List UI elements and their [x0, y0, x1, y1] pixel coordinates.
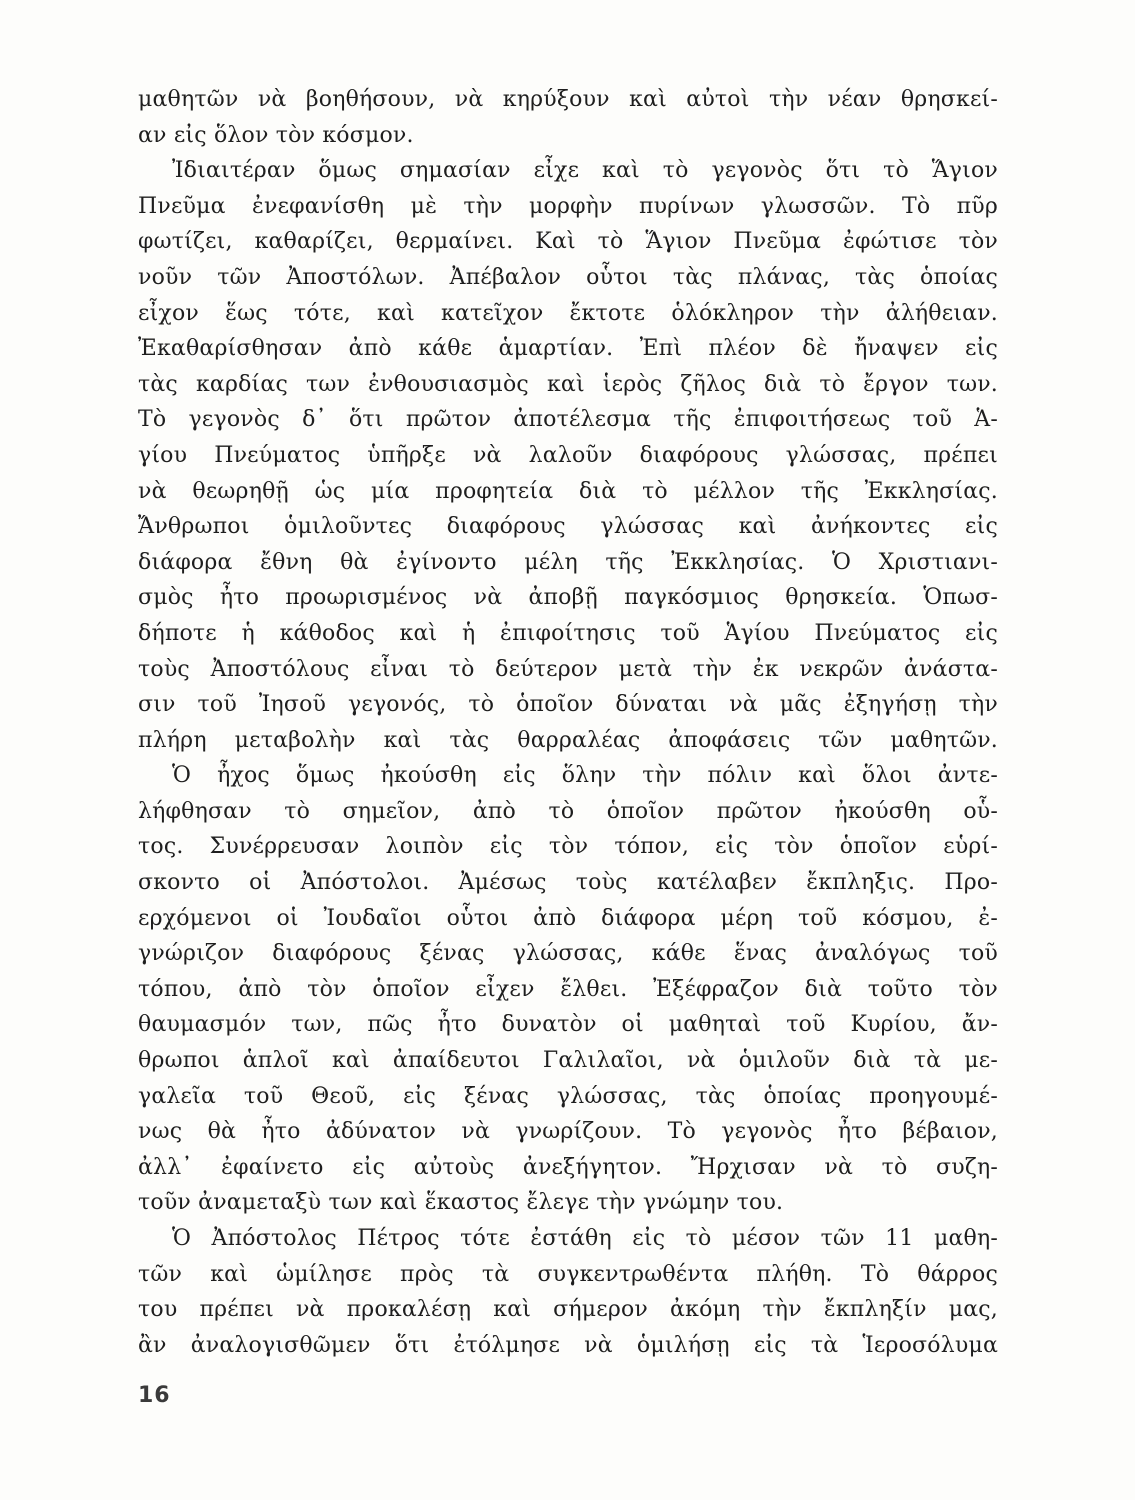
text-line: ερχόμενοι οἱ Ἰουδαῖοι οὗτοι ἀπὸ διάφορα μέρη τοῦ κόσμου, ἐ- — [138, 905, 998, 931]
text-line: Τὸ γεγονὸς δ᾽ ὅτι πρῶτον ἀποτέλεσμα τῆς ἐπιφοιτήσεως τοῦ Ἁ- — [138, 407, 998, 433]
text-line: αν εἰς ὅλον τὸν κόσμον. — [138, 122, 414, 148]
text-line: νὰ θεωρηθῇ ὡς μία προφητεία διὰ τὸ μέλλον τῆς Ἐκκλησίας. — [138, 478, 998, 504]
text-line: εἶχον ἕως τότε, καὶ κατεῖχον ἔκτοτε ὁλόκληρον τὴν ἀλήθειαν. — [138, 300, 998, 326]
text-line: Πνεῦμα ἐνεφανίσθη μὲ τὴν μορφὴν πυρίνων γλωσσῶν. Τὸ πῦρ — [138, 193, 998, 219]
text-line: νοῦν τῶν Ἀποστόλων. Ἀπέβαλον οὗτοι τὰς πλάνας, τὰς ὁποίας — [138, 264, 998, 290]
text-line: γίου Πνεύματος ὑπῆρξε νὰ λαλοῦν διαφόρους γλώσσας, πρέπει — [138, 442, 998, 468]
text-line: τος. Συνέρρευσαν λοιπὸν εἰς τὸν τόπον, εἰς τὸν ὁποῖον εὑρί- — [138, 834, 998, 860]
text-line: τοὺς Ἀποστόλους εἶναι τὸ δεύτερον μετὰ τὴν ἐκ νεκρῶν ἀνάστα- — [138, 656, 998, 682]
text-line: φωτίζει, καθαρίζει, θερμαίνει. Καὶ τὸ Ἅγιον Πνεῦμα ἐφώτισε τὸν — [138, 229, 998, 255]
text-line: τόπου, ἀπὸ τὸν ὁποῖον εἶχεν ἔλθει. Ἐξέφραζον διὰ τοῦτο τὸν — [138, 976, 998, 1002]
text-line: θρωποι ἁπλοῖ καὶ ἀπαίδευτοι Γαλιλαῖοι, νὰ ὁμιλοῦν διὰ τὰ με- — [138, 1048, 998, 1074]
text-line: γνώριζον διαφόρους ξένας γλώσσας, κάθε ἕνας ἀναλόγως τοῦ — [138, 941, 998, 967]
text-line: νως θὰ ἦτο ἀδύνατον νὰ γνωρίζουν. Τὸ γεγονὸς ἦτο βέβαιον, — [138, 1119, 998, 1145]
page-number: 16 — [138, 1383, 171, 1408]
text-line: πλήρη μεταβολὴν καὶ τὰς θαρραλέας ἀποφάσεις τῶν μαθητῶν. — [138, 727, 998, 753]
text-line: δήποτε ἡ κάθοδος καὶ ἡ ἐπιφοίτησις τοῦ Ἁγίου Πνεύματος εἰς — [138, 620, 998, 646]
text-line: Ἄνθρωποι ὁμιλοῦντες διαφόρους γλώσσας καὶ ἀνήκοντες εἰς — [138, 514, 998, 540]
text-line: τοῦν ἀναμεταξὺ των καὶ ἕκαστος ἔλεγε τὴν γνώμην του. — [138, 1190, 784, 1216]
text-line: σκοντο οἱ Ἀπόστολοι. Ἀμέσως τοὺς κατέλαβεν ἔκπληξις. Προ- — [138, 870, 998, 896]
text-line: ἂν ἀναλογισθῶμεν ὅτι ἐτόλμησε νὰ ὁμιλήσῃ εἰς τὰ Ἱεροσόλυμα — [138, 1332, 998, 1358]
text-line: τῶν καὶ ὡμίλησε πρὸς τὰ συγκεντρωθέντα πλήθη. Τὸ θάρρος — [138, 1261, 998, 1287]
body-text — [138, 82, 998, 1363]
text-line: μαθητῶν νὰ βοηθήσουν, νὰ κηρύξουν καὶ αὐτοὶ τὴν νέαν θρησκεί- — [138, 87, 998, 112]
text-line: Ἐκαθαρίσθησαν ἀπὸ κάθε ἁμαρτίαν. Ἐπὶ πλέον δὲ ἤναψεν εἰς — [138, 336, 998, 362]
text-line: ἀλλ᾽ ἐφαίνετο εἰς αὐτοὺς ἀνεξήγητον. Ἤρχισαν νὰ τὸ συζη- — [138, 1154, 998, 1180]
text-line: διάφορα ἔθνη θὰ ἐγίνοντο μέλη τῆς Ἐκκλησίας. Ὁ Χριστιανι- — [138, 549, 998, 575]
text-line: θαυμασμόν των, πῶς ἦτο δυνατὸν οἱ μαθηταὶ τοῦ Κυρίου, ἄν- — [138, 1012, 998, 1038]
text-line: σμὸς ἦτο προωρισμένος νὰ ἀποβῇ παγκόσμιος θρησκεία. Ὁπωσ- — [138, 585, 998, 611]
text-line: Ἰδιαιτέραν ὅμως σημασίαν εἶχε καὶ τὸ γεγονὸς ὅτι τὸ Ἅγιον — [172, 158, 998, 184]
text-line: του πρέπει νὰ προκαλέσῃ καὶ σήμερον ἀκόμη τὴν ἔκπληξίν μας, — [138, 1297, 998, 1323]
text-line: σιν τοῦ Ἰησοῦ γεγονός, τὸ ὁποῖον δύναται νὰ μᾶς ἐξηγήσῃ τὴν — [138, 692, 998, 718]
text-line: Ὁ ἦχος ὅμως ἠκούσθη εἰς ὅλην τὴν πόλιν καὶ ὅλοι ἀντε- — [172, 763, 998, 789]
text-line: Ὁ Ἀπόστολος Πέτρος τότε ἐστάθη εἰς τὸ μέσον τῶν 11 μαθη- — [172, 1226, 998, 1251]
text-line: γαλεῖα τοῦ Θεοῦ, εἰς ξένας γλώσσας, τὰς ὁποίας προηγουμέ- — [138, 1083, 998, 1109]
text-line: τὰς καρδίας των ἐνθουσιασμὸς καὶ ἱερὸς ζῆλος διὰ τὸ ἔργον των. — [138, 371, 998, 397]
text-line: λήφθησαν τὸ σημεῖον, ἀπὸ τὸ ὁποῖον πρῶτον ἠκούσθη οὗ- — [138, 798, 998, 824]
